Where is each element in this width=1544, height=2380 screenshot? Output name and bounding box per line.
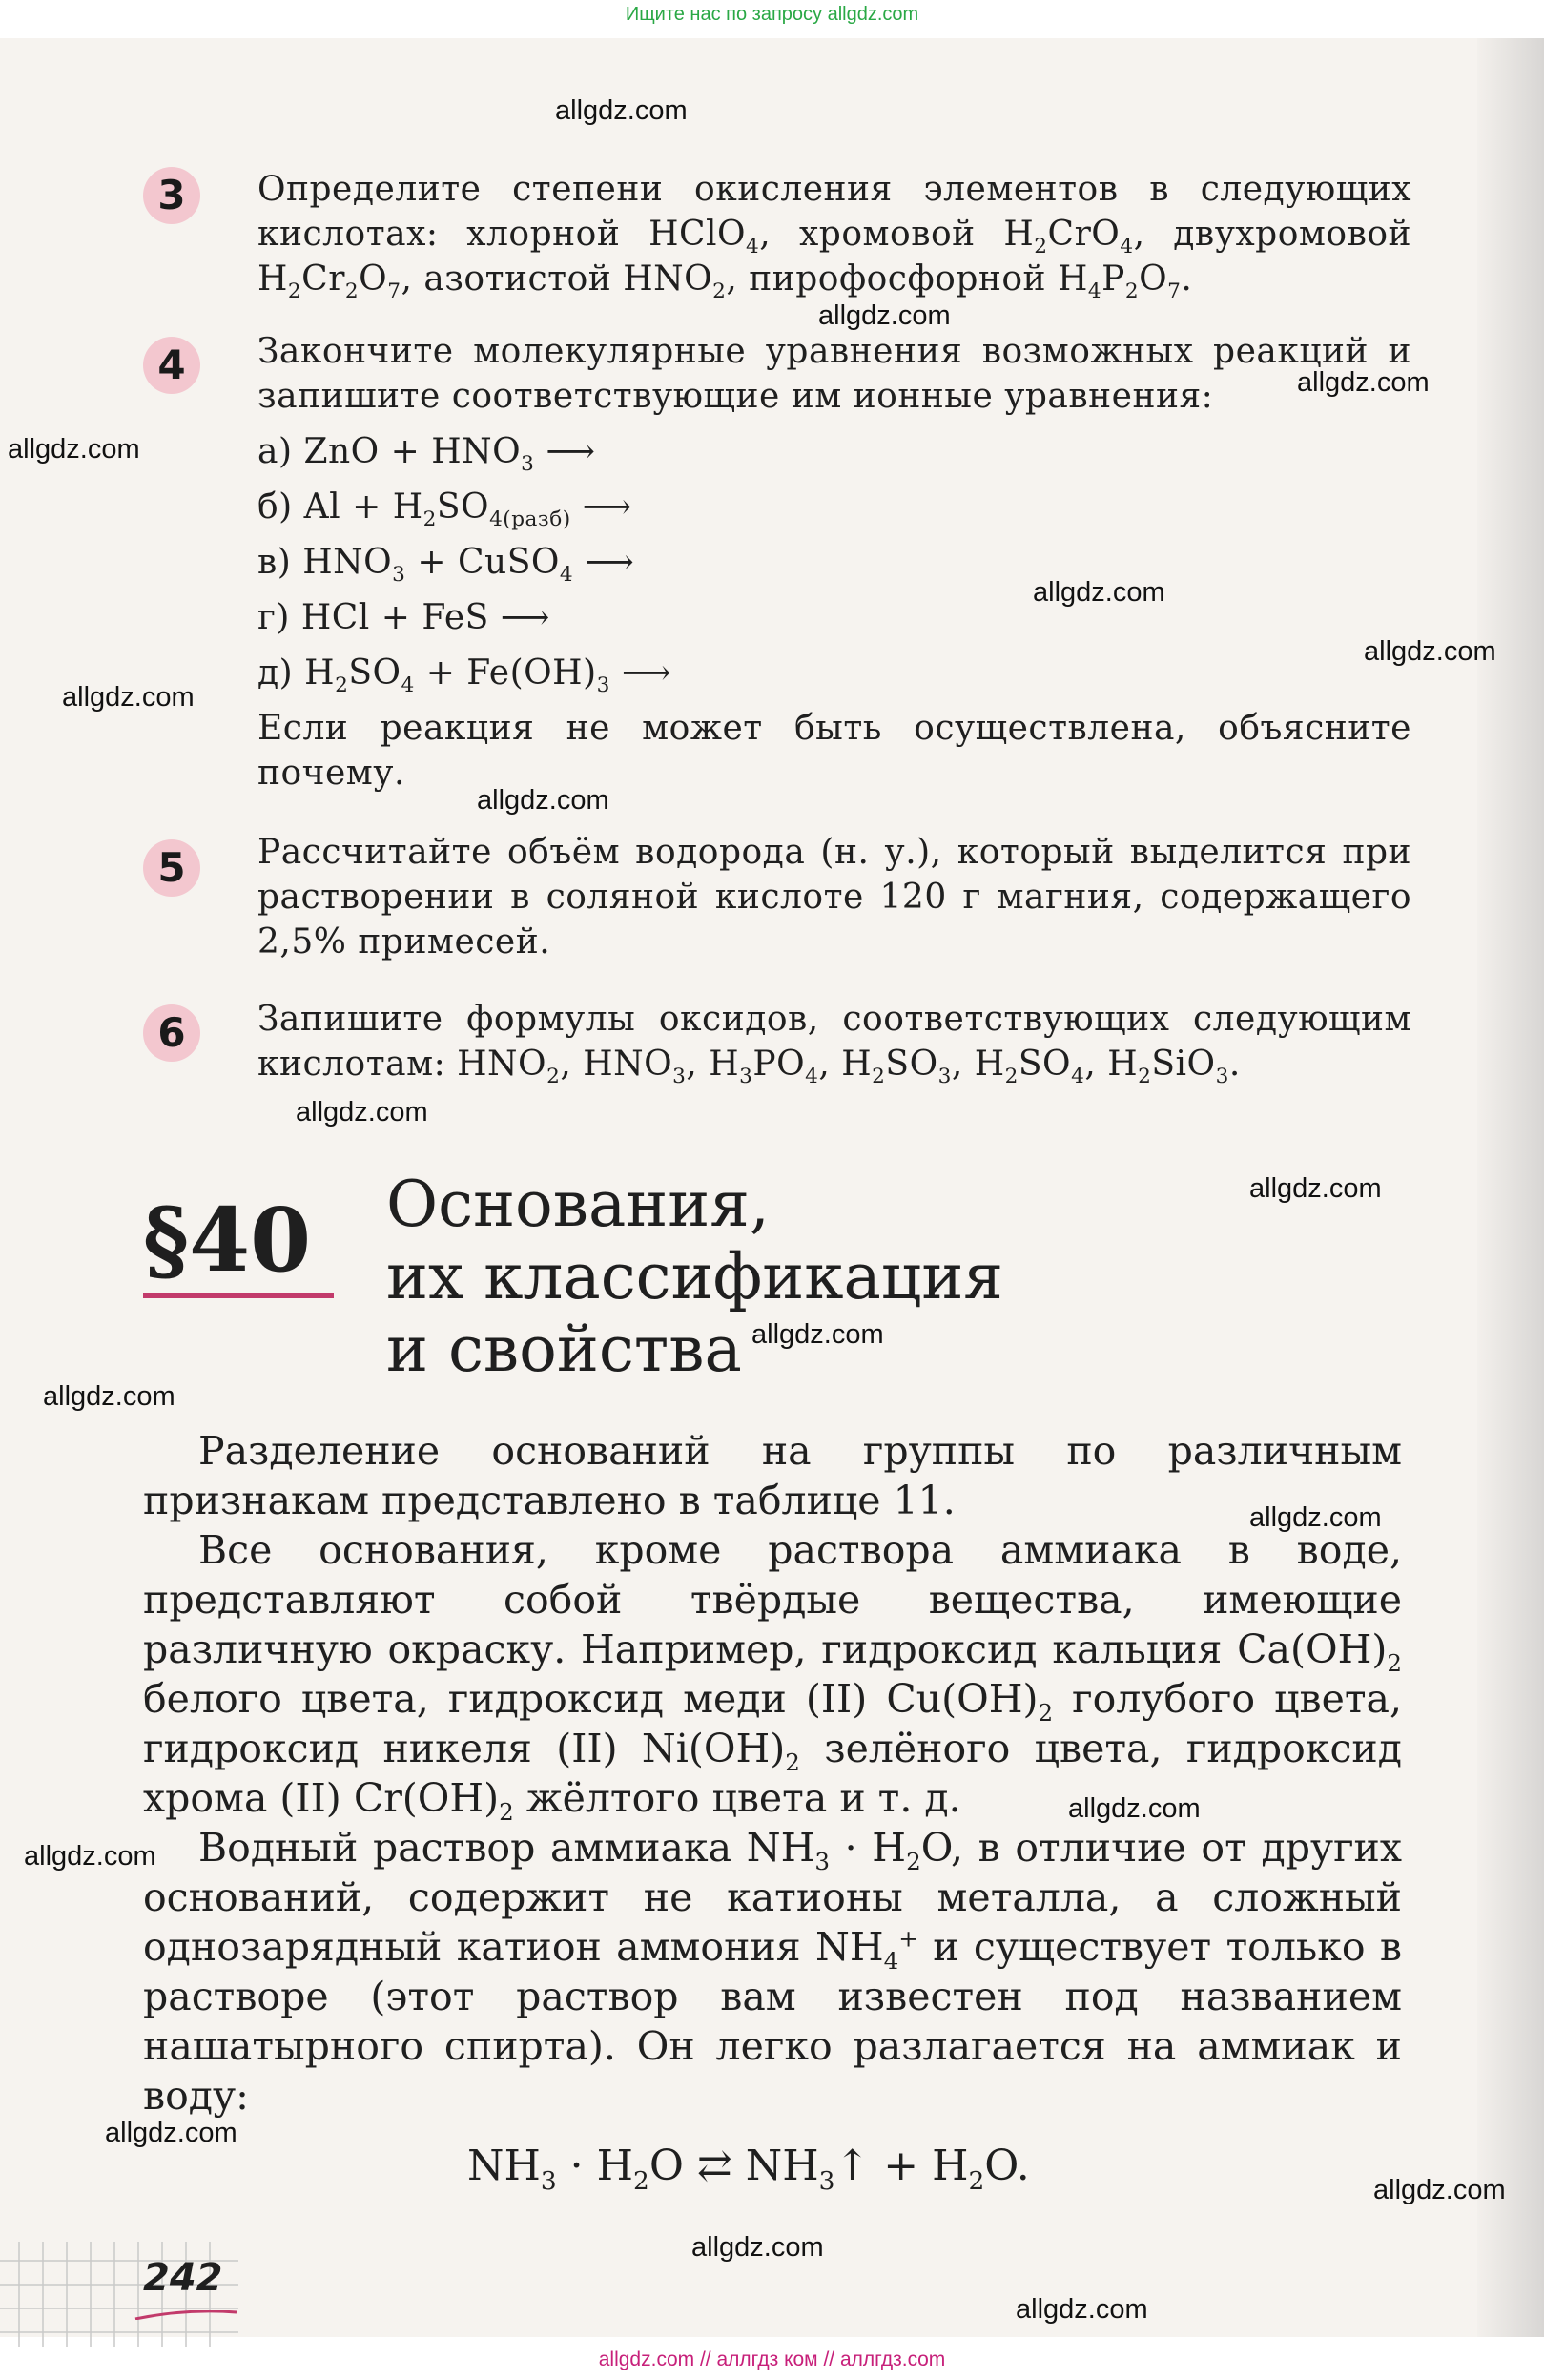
paragraph-title: Основания, их классификация и свойства <box>386 1168 1003 1386</box>
watermark: allgdz.com <box>555 95 688 126</box>
watermark: allgdz.com <box>818 300 951 331</box>
task-text: Закончите молекулярные уравнения возможных реакций и запишите соответствующие им ионные уравнения: <box>257 332 1411 416</box>
watermark: allgdz.com <box>1373 2175 1506 2205</box>
task-number-badge: 4 <box>143 337 200 394</box>
bottom-banner[interactable]: allgdz.com // аллгдз ком // аллгдз.com <box>598 2349 946 2370</box>
watermark: allgdz.com <box>1249 1502 1382 1533</box>
reaction-item: г) HCl + FeS ⟶ <box>257 598 550 637</box>
task-number-badge: 5 <box>143 839 200 897</box>
watermark: allgdz.com <box>8 434 140 465</box>
task-text: Определите степени окисления элементов в следующих кислотах: хлорной HClO$_4$, хромовой $H_2CrO_4$, двухромовой $H_2Cr_2O_7$, азотистой $HNO_2$, пирофосфорной $H_4P_2O_7$. <box>257 170 1412 304</box>
body-paragraph: Все основания, кроме раствора аммиака в воде, представляют собой твёрдые вещества, имеющие различную окраску. Например, гидроксид кальция $Ca(OH)_2$ белого цвета, гидроксид меди (II) $Cu(OH)_2$ голубого цвета, гидроксид никеля (II) $Ni(OH)_2$ зелёного цвета, гидроксид хрома (II) $Cr(OH)_2$ жёлтого цвета и т. д. <box>143 1527 1402 1827</box>
watermark: allgdz.com <box>691 2232 824 2263</box>
reaction-list <box>257 424 1411 701</box>
equation: $NH_3 \cdot H_2O$ ⇄ $NH_3↑ + H_2O$. <box>467 2142 1030 2196</box>
watermark: allgdz.com <box>43 1381 175 1412</box>
watermark: allgdz.com <box>751 1319 884 1350</box>
page-edge-shadow <box>1477 38 1544 2337</box>
reaction-item: д) $H_2SO_4 + Fe(OH)_3$ ⟶ <box>257 653 671 698</box>
watermark: allgdz.com <box>1033 577 1165 608</box>
watermark: allgdz.com <box>1016 2294 1148 2325</box>
reaction-item: а) ZnO + $HNO_3$ ⟶ <box>257 432 596 477</box>
reaction-item: б) $Al + H_2SO_{4(разб)}$ ⟶ <box>257 487 632 532</box>
paragraph-number: §40 <box>143 1189 312 1292</box>
watermark: allgdz.com <box>1068 1793 1201 1824</box>
watermark: allgdz.com <box>477 785 609 816</box>
watermark: allgdz.com <box>1249 1173 1382 1204</box>
body-paragraph: Водный раствор аммиака $NH_3 \cdot H_2O$, в отличие от других оснований, содержит не катионы металла, а сложный однозарядный катион аммония $NH_4^+$ и существует только в растворе (этот раствор вам известен под названием нашатырного спирта). Он легко разлагается на аммиак и воду: <box>143 1825 1402 2119</box>
watermark: allgdz.com <box>1364 636 1496 667</box>
paragraph-underline <box>143 1293 334 1298</box>
reaction-item: в) $HNO_3$ + CuSO$_4$ ⟶ <box>257 543 635 588</box>
task-text: Запишите формулы оксидов, соответствующих следующим кислотам: $HNO_2$, $HNO_3$, $H_3PO_4$, $H_2SO_3$, $H_2SO_4$, $H_2SiO_3$. <box>257 1000 1411 1089</box>
watermark: allgdz.com <box>24 1841 156 1872</box>
body-paragraph: Разделение оснований на группы по различным признакам представлено в таблице 11. <box>143 1428 1402 1523</box>
page-number-swoosh <box>134 2310 238 2320</box>
watermark: allgdz.com <box>62 682 195 713</box>
watermark: allgdz.com <box>1297 367 1430 398</box>
paragraph-header <box>143 1169 1287 1397</box>
top-banner[interactable]: Ищите нас по запросу allgdz.com <box>625 4 919 25</box>
task-number-badge: 3 <box>143 167 200 224</box>
page-number: 242 <box>143 2256 223 2300</box>
task-number-badge: 6 <box>143 1004 200 1062</box>
watermark: allgdz.com <box>105 2118 237 2148</box>
watermark: allgdz.com <box>296 1097 428 1128</box>
body-text <box>143 1426 1402 2121</box>
task-note: Если реакция не может быть осуществлена, объясните почему. <box>257 709 1411 793</box>
task-text: Рассчитайте объём водорода (н. у.), который выделится при растворении в соляной кислоте 120 г магния, содержащего 2,5% примесей. <box>257 833 1411 962</box>
